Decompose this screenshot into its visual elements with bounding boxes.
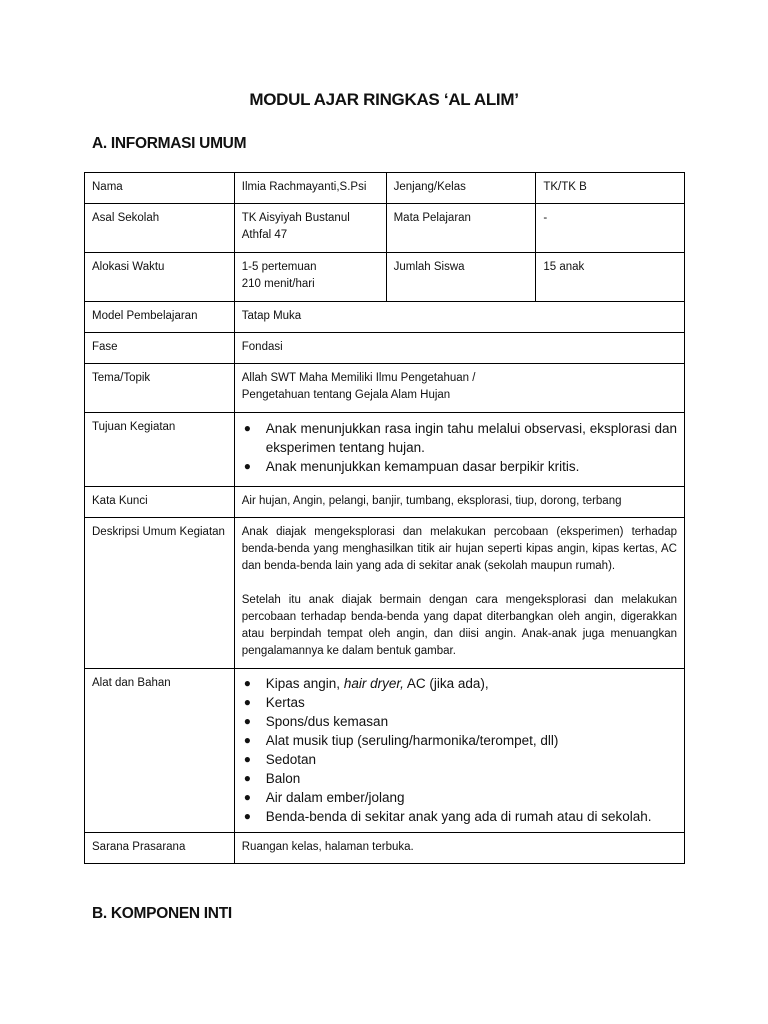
list-item: ● Kertas [242, 693, 677, 712]
value-tema-topik [234, 364, 684, 413]
table-row [85, 487, 685, 518]
section-heading-komponen-inti: B. KOMPONEN INTI [92, 905, 232, 922]
table-row [85, 518, 685, 669]
deskripsi-paragraph-2: Setelah itu anak diajak bermain dengan cara mengeksplorasi dan melakukan percobaan terhadap benda-benda yang dapat diterbangkan oleh angin, digerakkan atau berpindah tempat oleh angin, dan diisi angin. Anak-anak juga menuangkan pengalamannya ke dalam bentuk gambar. [241, 594, 677, 657]
tema-line-2: Pengetahuan tentang Gejala Alam Hujan [241, 389, 451, 401]
table-row [85, 204, 685, 253]
table-row [85, 173, 685, 204]
label-alokasi-waktu: Alokasi Waktu [85, 253, 235, 302]
label-asal-sekolah: Asal Sekolah [85, 204, 235, 253]
value-alat-bahan [234, 669, 684, 833]
label-nama: Nama [85, 173, 235, 204]
table-row [85, 413, 685, 487]
label-kata-kunci: Kata Kunci [85, 487, 235, 518]
alokasi-line-1: 1-5 pertemuan [241, 261, 317, 273]
value-kata-kunci: Air hujan, Angin, pelangi, banjir, tumbang, eksplorasi, tiup, dorong, terbang [234, 487, 684, 518]
list-item: ● Anak menunjukkan rasa ingin tahu melalui observasi, eksplorasi dan eksperimen tentang hujan. [242, 419, 677, 457]
table-row [85, 253, 685, 302]
value-jenjang: TK/TK B [536, 173, 685, 204]
deskripsi-paragraph-1: Anak diajak mengeksplorasi dan melakukan percobaan (eksperimen) terhadap benda-benda yang menghasilkan titik air hujan seperti kipas angin, kipas kertas, AC dan benda-benda lain yang ada di sekitar anak (sekolah maupun rumah). [241, 526, 677, 572]
table-row [85, 333, 685, 364]
value-alokasi-waktu [234, 253, 386, 302]
document-title: MODUL AJAR RINGKAS ‘AL ALIM’ [249, 90, 519, 109]
table-row [85, 302, 685, 333]
list-item: ● Anak menunjukkan kemampuan dasar berpikir kritis. [242, 457, 677, 476]
value-nama: Ilmia Rachmayanti,S.Psi [234, 173, 386, 204]
list-item: ● Sedotan [242, 750, 677, 769]
tujuan-list [242, 419, 677, 476]
tema-line-1: Allah SWT Maha Memiliki Ilmu Pengetahuan / [241, 372, 476, 384]
list-item: ● Balon [242, 769, 677, 788]
list-item: ● Spons/dus kemasan [242, 712, 677, 731]
value-deskripsi-umum [234, 518, 684, 669]
label-alat-bahan: Alat dan Bahan [85, 669, 235, 833]
label-jenjang: Jenjang/Kelas [386, 173, 536, 204]
list-item: ● Kipas angin, hair dryer, AC (jika ada), [242, 674, 677, 693]
label-jumlah-siswa: Jumlah Siswa [386, 253, 536, 302]
value-mata-pelajaran: - [536, 204, 685, 253]
list-item: ● Benda-benda di sekitar anak yang ada di rumah atau di sekolah. [242, 807, 677, 826]
value-fase: Fondasi [234, 333, 684, 364]
table-row [85, 669, 685, 833]
label-model-pembelajaran: Model Pembelajaran [85, 302, 235, 333]
table-row [85, 833, 685, 864]
value-sarana-prasarana: Ruangan kelas, halaman terbuka. [234, 833, 684, 864]
value-asal-sekolah: TK Aisyiyah Bustanul Athfal 47 [234, 204, 386, 253]
table-row [85, 364, 685, 413]
value-model-pembelajaran: Tatap Muka [234, 302, 684, 333]
list-item: ● Air dalam ember/jolang [242, 788, 677, 807]
alat-list [242, 674, 677, 826]
label-deskripsi-umum: Deskripsi Umum Kegiatan [85, 518, 235, 669]
label-tujuan-kegiatan: Tujuan Kegiatan [85, 413, 235, 487]
section-heading-informasi-umum: A. INFORMASI UMUM [92, 135, 247, 152]
label-tema-topik: Tema/Topik [85, 364, 235, 413]
value-jumlah-siswa: 15 anak [536, 253, 685, 302]
label-mata-pelajaran: Mata Pelajaran [386, 204, 536, 253]
label-fase: Fase [85, 333, 235, 364]
list-item: ● Alat musik tiup (seruling/harmonika/terompet, dll) [242, 731, 677, 750]
alokasi-line-2: 210 menit/hari [241, 278, 315, 290]
value-tujuan-kegiatan [234, 413, 684, 487]
informasi-umum-table [84, 172, 685, 864]
label-sarana-prasarana: Sarana Prasarana [85, 833, 235, 864]
